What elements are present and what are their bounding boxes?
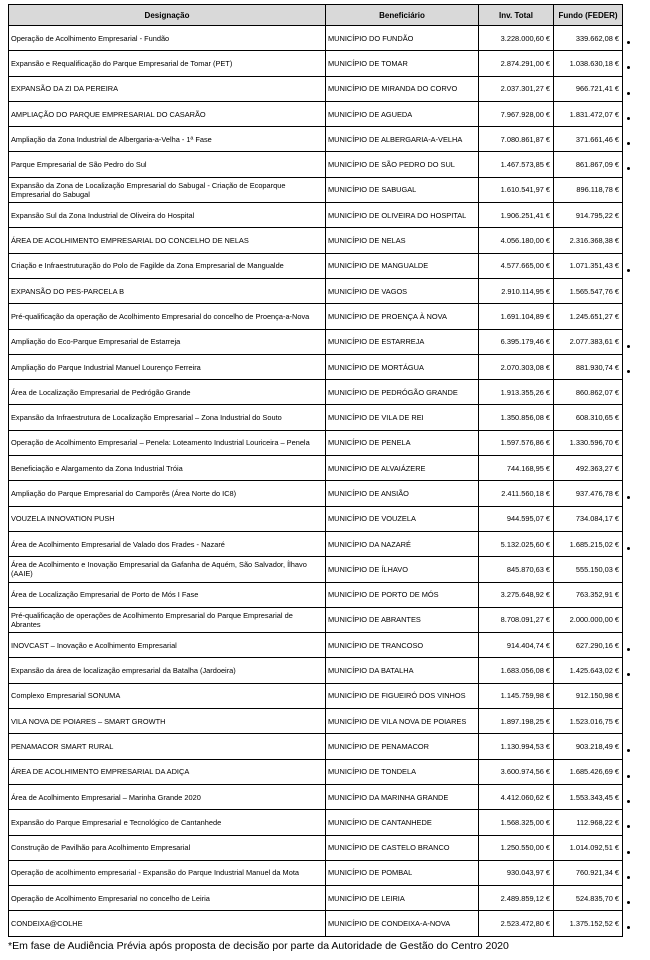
table-row [9, 709, 623, 734]
cell-fundo-feder: 966.721,41 € [554, 76, 623, 101]
cell-fundo-feder: 1.685.426,69 € [554, 759, 623, 784]
cell-designacao: Complexo Empresarial SONUMA [9, 683, 326, 708]
cell-inv-total: 1.568.325,00 € [479, 810, 554, 835]
cell-designacao: Ampliação do Parque Empresarial do Camporês (Área Norte do IC8) [9, 481, 326, 506]
table-row [9, 759, 623, 784]
cell-designacao: Expansão Sul da Zona Industrial de Oliveira do Hospital [9, 203, 326, 228]
cell-designacao: Área de Localização Empresarial de Porto de Mós I Fase [9, 582, 326, 607]
table-row [9, 860, 623, 885]
cell-beneficiario: MUNICÍPIO DE PORTO DE MÓS [326, 582, 479, 607]
cell-beneficiario: MUNICÍPIO DE AGUEDA [326, 101, 479, 126]
table-row [9, 456, 623, 481]
cell-designacao: Ampliação do Eco-Parque Empresarial de Estarreja [9, 329, 326, 354]
row-marker-dot [627, 167, 630, 170]
document-page [8, 4, 623, 937]
table-row [9, 354, 623, 379]
cell-inv-total: 2.489.859,12 € [479, 886, 554, 911]
cell-fundo-feder: 371.661,46 € [554, 127, 623, 152]
row-marker-dot [627, 92, 630, 95]
cell-designacao: EXPANSÃO DA ZI DA PEREIRA [9, 76, 326, 101]
cell-beneficiario: MUNICÍPIO DE ANSIÃO [326, 481, 479, 506]
row-marker-dot [627, 775, 630, 778]
cell-inv-total: 7.080.861,87 € [479, 127, 554, 152]
cell-fundo-feder: 1.330.596,70 € [554, 430, 623, 455]
cell-inv-total: 845.870,63 € [479, 557, 554, 582]
cell-fundo-feder: 1.071.351,43 € [554, 253, 623, 278]
table-row [9, 329, 623, 354]
cell-beneficiario: MUNICÍPIO DE MIRANDA DO CORVO [326, 76, 479, 101]
cell-designacao: Expansão da área de localização empresarial da Batalha (Jardoeira) [9, 658, 326, 683]
table-row [9, 253, 623, 278]
cell-inv-total: 4.412.060,62 € [479, 784, 554, 809]
row-marker-dot [627, 648, 630, 651]
table-row [9, 886, 623, 911]
table-row [9, 177, 623, 202]
table-row [9, 784, 623, 809]
cell-inv-total: 1.597.576,86 € [479, 430, 554, 455]
table-row [9, 658, 623, 683]
cell-fundo-feder: 1.831.472,07 € [554, 101, 623, 126]
cell-beneficiario: MUNICÍPIO DE NELAS [326, 228, 479, 253]
cell-inv-total: 930.043,97 € [479, 860, 554, 885]
table-row [9, 911, 623, 936]
cell-designacao: Área de Acolhimento Empresarial de Valado dos Frades - Nazaré [9, 531, 326, 556]
cell-beneficiario: MUNICÍPIO DE VAGOS [326, 278, 479, 303]
table-row [9, 304, 623, 329]
cell-fundo-feder: 608.310,65 € [554, 405, 623, 430]
cell-designacao: Área de Localização Empresarial de Pedrógão Grande [9, 380, 326, 405]
cell-inv-total: 7.967.928,00 € [479, 101, 554, 126]
cell-inv-total: 1.683.056,08 € [479, 658, 554, 683]
cell-designacao: Área de Acolhimento e Inovação Empresarial da Gafanha de Aquém, São Salvador, Ílhavo (AAIE) [9, 557, 326, 582]
row-marker-dot [627, 345, 630, 348]
cell-inv-total: 1.913.355,26 € [479, 380, 554, 405]
cell-beneficiario: MUNICÍPIO DE PENAMACOR [326, 734, 479, 759]
cell-designacao: Expansão e Requalificação do Parque Empresarial de Tomar (PET) [9, 51, 326, 76]
cell-fundo-feder: 903.218,49 € [554, 734, 623, 759]
cell-inv-total: 5.132.025,60 € [479, 531, 554, 556]
cell-inv-total: 2.910.114,95 € [479, 278, 554, 303]
cell-beneficiario: MUNICÍPIO DA MARINHA GRANDE [326, 784, 479, 809]
row-marker-dot [627, 825, 630, 828]
row-marker-dot [627, 901, 630, 904]
cell-designacao: Operação de acolhimento empresarial - Expansão do Parque Industrial Manuel da Mota [9, 860, 326, 885]
row-marker-dot [627, 547, 630, 550]
cell-beneficiario: MUNICÍPIO DE LEIRIA [326, 886, 479, 911]
cell-fundo-feder: 760.921,34 € [554, 860, 623, 885]
cell-inv-total: 1.350.856,08 € [479, 405, 554, 430]
cell-inv-total: 1.130.994,53 € [479, 734, 554, 759]
table-body [9, 26, 623, 937]
cell-beneficiario: MUNICÍPIO DE SABUGAL [326, 177, 479, 202]
cell-designacao: AMPLIAÇÃO DO PARQUE EMPRESARIAL DO CASARÃO [9, 101, 326, 126]
cell-beneficiario: MUNICÍPIO DE VOUZELA [326, 506, 479, 531]
cell-fundo-feder: 860.862,07 € [554, 380, 623, 405]
cell-inv-total: 1.897.198,25 € [479, 709, 554, 734]
cell-designacao: Beneficiação e Alargamento da Zona Industrial Tróia [9, 456, 326, 481]
table-row [9, 734, 623, 759]
cell-fundo-feder: 1.245.651,27 € [554, 304, 623, 329]
cell-inv-total: 1.145.759,98 € [479, 683, 554, 708]
cell-fundo-feder: 524.835,70 € [554, 886, 623, 911]
row-marker-dot [627, 876, 630, 879]
projects-table [8, 4, 623, 937]
row-marker-dot [627, 117, 630, 120]
cell-beneficiario: MUNICÍPIO DE PROENÇA À NOVA [326, 304, 479, 329]
row-marker-dot [627, 142, 630, 145]
cell-beneficiario: MUNICÍPIO DA BATALHA [326, 658, 479, 683]
cell-fundo-feder: 1.014.092,51 € [554, 835, 623, 860]
cell-inv-total: 914.404,74 € [479, 633, 554, 658]
row-marker-dot [627, 851, 630, 854]
cell-beneficiario: MUNICÍPIO DE FIGUEIRÓ DOS VINHOS [326, 683, 479, 708]
cell-designacao: INOVCAST – Inovação e Acolhimento Empresarial [9, 633, 326, 658]
table-row [9, 835, 623, 860]
cell-beneficiario: MUNICÍPIO DE PEDRÓGÃO GRANDE [326, 380, 479, 405]
cell-fundo-feder: 912.150,98 € [554, 683, 623, 708]
cell-fundo-feder: 914.795,22 € [554, 203, 623, 228]
table-row [9, 405, 623, 430]
cell-beneficiario: MUNICÍPIO DE ÍLHAVO [326, 557, 479, 582]
cell-fundo-feder: 937.476,78 € [554, 481, 623, 506]
cell-fundo-feder: 734.084,17 € [554, 506, 623, 531]
table-row [9, 380, 623, 405]
cell-inv-total: 4.577.665,00 € [479, 253, 554, 278]
cell-beneficiario: MUNICÍPIO DA NAZARÉ [326, 531, 479, 556]
cell-fundo-feder: 492.363,27 € [554, 456, 623, 481]
cell-designacao: Ampliação da Zona Industrial de Albergaria-a-Velha - 1ª Fase [9, 127, 326, 152]
table-row [9, 127, 623, 152]
cell-designacao: Expansão do Parque Empresarial e Tecnológico de Cantanhede [9, 810, 326, 835]
cell-inv-total: 4.056.180,00 € [479, 228, 554, 253]
cell-inv-total: 1.691.104,89 € [479, 304, 554, 329]
cell-beneficiario: MUNICÍPIO DE ESTARREJA [326, 329, 479, 354]
cell-designacao: Criação e Infraestruturação do Polo de Fagilde da Zona Empresarial de Mangualde [9, 253, 326, 278]
cell-inv-total: 3.600.974,56 € [479, 759, 554, 784]
row-marker-dot [627, 66, 630, 69]
table-row [9, 557, 623, 582]
cell-inv-total: 3.228.000,60 € [479, 26, 554, 51]
cell-designacao: Expansão da Infraestrutura de Localização Empresarial – Zona Industrial do Souto [9, 405, 326, 430]
cell-beneficiario: MUNICÍPIO DE POMBAL [326, 860, 479, 885]
cell-designacao: ÁREA DE ACOLHIMENTO EMPRESARIAL DO CONCELHO DE NELAS [9, 228, 326, 253]
cell-inv-total: 2.874.291,00 € [479, 51, 554, 76]
row-marker-dot [627, 41, 630, 44]
table-row [9, 607, 623, 632]
table-row [9, 810, 623, 835]
row-marker-dot [627, 749, 630, 752]
cell-designacao: Pré-qualificação da operação de Acolhimento Empresarial do concelho de Proença-a-Nova [9, 304, 326, 329]
table-row [9, 278, 623, 303]
cell-designacao: EXPANSÃO DO PES-PARCELA B [9, 278, 326, 303]
table-row [9, 683, 623, 708]
table-row [9, 506, 623, 531]
cell-fundo-feder: 627.290,16 € [554, 633, 623, 658]
cell-designacao: ÁREA DE ACOLHIMENTO EMPRESARIAL DA ADIÇA [9, 759, 326, 784]
row-marker-dot [627, 673, 630, 676]
cell-fundo-feder: 1.375.152,52 € [554, 911, 623, 936]
table-row [9, 430, 623, 455]
table-row [9, 481, 623, 506]
table-header-row [9, 5, 623, 26]
cell-fundo-feder: 763.352,91 € [554, 582, 623, 607]
cell-inv-total: 2.411.560,18 € [479, 481, 554, 506]
row-marker-dot [627, 370, 630, 373]
row-marker-dot [627, 496, 630, 499]
cell-inv-total: 1.467.573,85 € [479, 152, 554, 177]
cell-inv-total: 2.523.472,80 € [479, 911, 554, 936]
cell-fundo-feder: 112.968,22 € [554, 810, 623, 835]
cell-fundo-feder: 896.118,78 € [554, 177, 623, 202]
cell-designacao: Pré-qualificação de operações de Acolhimento Empresarial do Parque Empresarial de Abrantes [9, 607, 326, 632]
cell-inv-total: 944.595,07 € [479, 506, 554, 531]
cell-beneficiario: MUNICÍPIO DO FUNDÃO [326, 26, 479, 51]
header-fundo-feder: Fundo (FEDER) [554, 5, 623, 26]
cell-beneficiario: MUNICÍPIO DE ALVAIÁZERE [326, 456, 479, 481]
table-row [9, 26, 623, 51]
cell-inv-total: 8.708.091,27 € [479, 607, 554, 632]
table-row [9, 582, 623, 607]
cell-designacao: Operação de Acolhimento Empresarial – Penela: Loteamento Industrial Louriceira – Penela [9, 430, 326, 455]
cell-beneficiario: MUNICÍPIO DE VILA NOVA DE POIARES [326, 709, 479, 734]
cell-fundo-feder: 1.565.547,76 € [554, 278, 623, 303]
cell-designacao: Parque Empresarial de São Pedro do Sul [9, 152, 326, 177]
cell-inv-total: 2.037.301,27 € [479, 76, 554, 101]
table-row [9, 76, 623, 101]
row-marker-dot [627, 269, 630, 272]
cell-inv-total: 1.250.550,00 € [479, 835, 554, 860]
row-marker-dot [627, 926, 630, 929]
cell-designacao: CONDEIXA@COLHE [9, 911, 326, 936]
cell-beneficiario: MUNICÍPIO DE OLIVEIRA DO HOSPITAL [326, 203, 479, 228]
cell-beneficiario: MUNICÍPIO DE TOMAR [326, 51, 479, 76]
cell-inv-total: 3.275.648,92 € [479, 582, 554, 607]
cell-beneficiario: MUNICÍPIO DE TONDELA [326, 759, 479, 784]
cell-fundo-feder: 2.316.368,38 € [554, 228, 623, 253]
header-inv-total: Inv. Total [479, 5, 554, 26]
cell-beneficiario: MUNICÍPIO DE CANTANHEDE [326, 810, 479, 835]
cell-designacao: Área de Acolhimento Empresarial – Marinha Grande 2020 [9, 784, 326, 809]
cell-beneficiario: MUNICÍPIO DE ABRANTES [326, 607, 479, 632]
cell-fundo-feder: 1.425.643,02 € [554, 658, 623, 683]
cell-beneficiario: MUNICÍPIO DE ALBERGARIA-A-VELHA [326, 127, 479, 152]
cell-beneficiario: MUNICÍPIO DE SÃO PEDRO DO SUL [326, 152, 479, 177]
cell-fundo-feder: 861.867,09 € [554, 152, 623, 177]
cell-beneficiario: MUNICÍPIO DE PENELA [326, 430, 479, 455]
cell-fundo-feder: 1.685.215,02 € [554, 531, 623, 556]
cell-designacao: PENAMACOR SMART RURAL [9, 734, 326, 759]
table-row [9, 152, 623, 177]
cell-fundo-feder: 339.662,08 € [554, 26, 623, 51]
cell-inv-total: 2.070.303,08 € [479, 354, 554, 379]
cell-designacao: Construção de Pavilhão para Acolhimento Empresarial [9, 835, 326, 860]
table-row [9, 51, 623, 76]
cell-beneficiario: MUNICÍPIO DE TRANCOSO [326, 633, 479, 658]
cell-designacao: Operação de Acolhimento Empresarial no concelho de Leiria [9, 886, 326, 911]
cell-fundo-feder: 881.930,74 € [554, 354, 623, 379]
cell-fundo-feder: 2.000.000,00 € [554, 607, 623, 632]
cell-designacao: VOUZELA INNOVATION PUSH [9, 506, 326, 531]
table-row [9, 203, 623, 228]
cell-inv-total: 6.395.179,46 € [479, 329, 554, 354]
cell-beneficiario: MUNICÍPIO DE VILA DE REI [326, 405, 479, 430]
cell-inv-total: 1.906.251,41 € [479, 203, 554, 228]
cell-beneficiario: MUNICÍPIO DE CASTELO BRANCO [326, 835, 479, 860]
table-row [9, 633, 623, 658]
table-row [9, 531, 623, 556]
table-row [9, 101, 623, 126]
header-designacao: Designação [9, 5, 326, 26]
table-row [9, 228, 623, 253]
cell-designacao: Operação de Acolhimento Empresarial - Fundão [9, 26, 326, 51]
cell-beneficiario: MUNICÍPIO DE MORTÁGUA [326, 354, 479, 379]
cell-fundo-feder: 1.553.343,45 € [554, 784, 623, 809]
cell-beneficiario: MUNICÍPIO DE MANGUALDE [326, 253, 479, 278]
cell-fundo-feder: 2.077.383,61 € [554, 329, 623, 354]
footnote: *Em fase de Audiência Prévia após proposta de decisão por parte da Autoridade de Gestão do Centro 2020 [8, 940, 509, 952]
cell-fundo-feder: 555.150,03 € [554, 557, 623, 582]
cell-fundo-feder: 1.523.016,75 € [554, 709, 623, 734]
cell-designacao: VILA NOVA DE POIARES – SMART GROWTH [9, 709, 326, 734]
header-beneficiario: Beneficiário [326, 5, 479, 26]
cell-inv-total: 744.168,95 € [479, 456, 554, 481]
cell-designacao: Ampliação do Parque Industrial Manuel Lourenço Ferreira [9, 354, 326, 379]
row-marker-dot [627, 800, 630, 803]
cell-fundo-feder: 1.038.630,18 € [554, 51, 623, 76]
cell-inv-total: 1.610.541,97 € [479, 177, 554, 202]
cell-designacao: Expansão da Zona de Localização Empresarial do Sabugal - Criação de Ecoparque Empresarial do Sabugal [9, 177, 326, 202]
cell-beneficiario: MUNICÍPIO DE CONDEIXA-A-NOVA [326, 911, 479, 936]
